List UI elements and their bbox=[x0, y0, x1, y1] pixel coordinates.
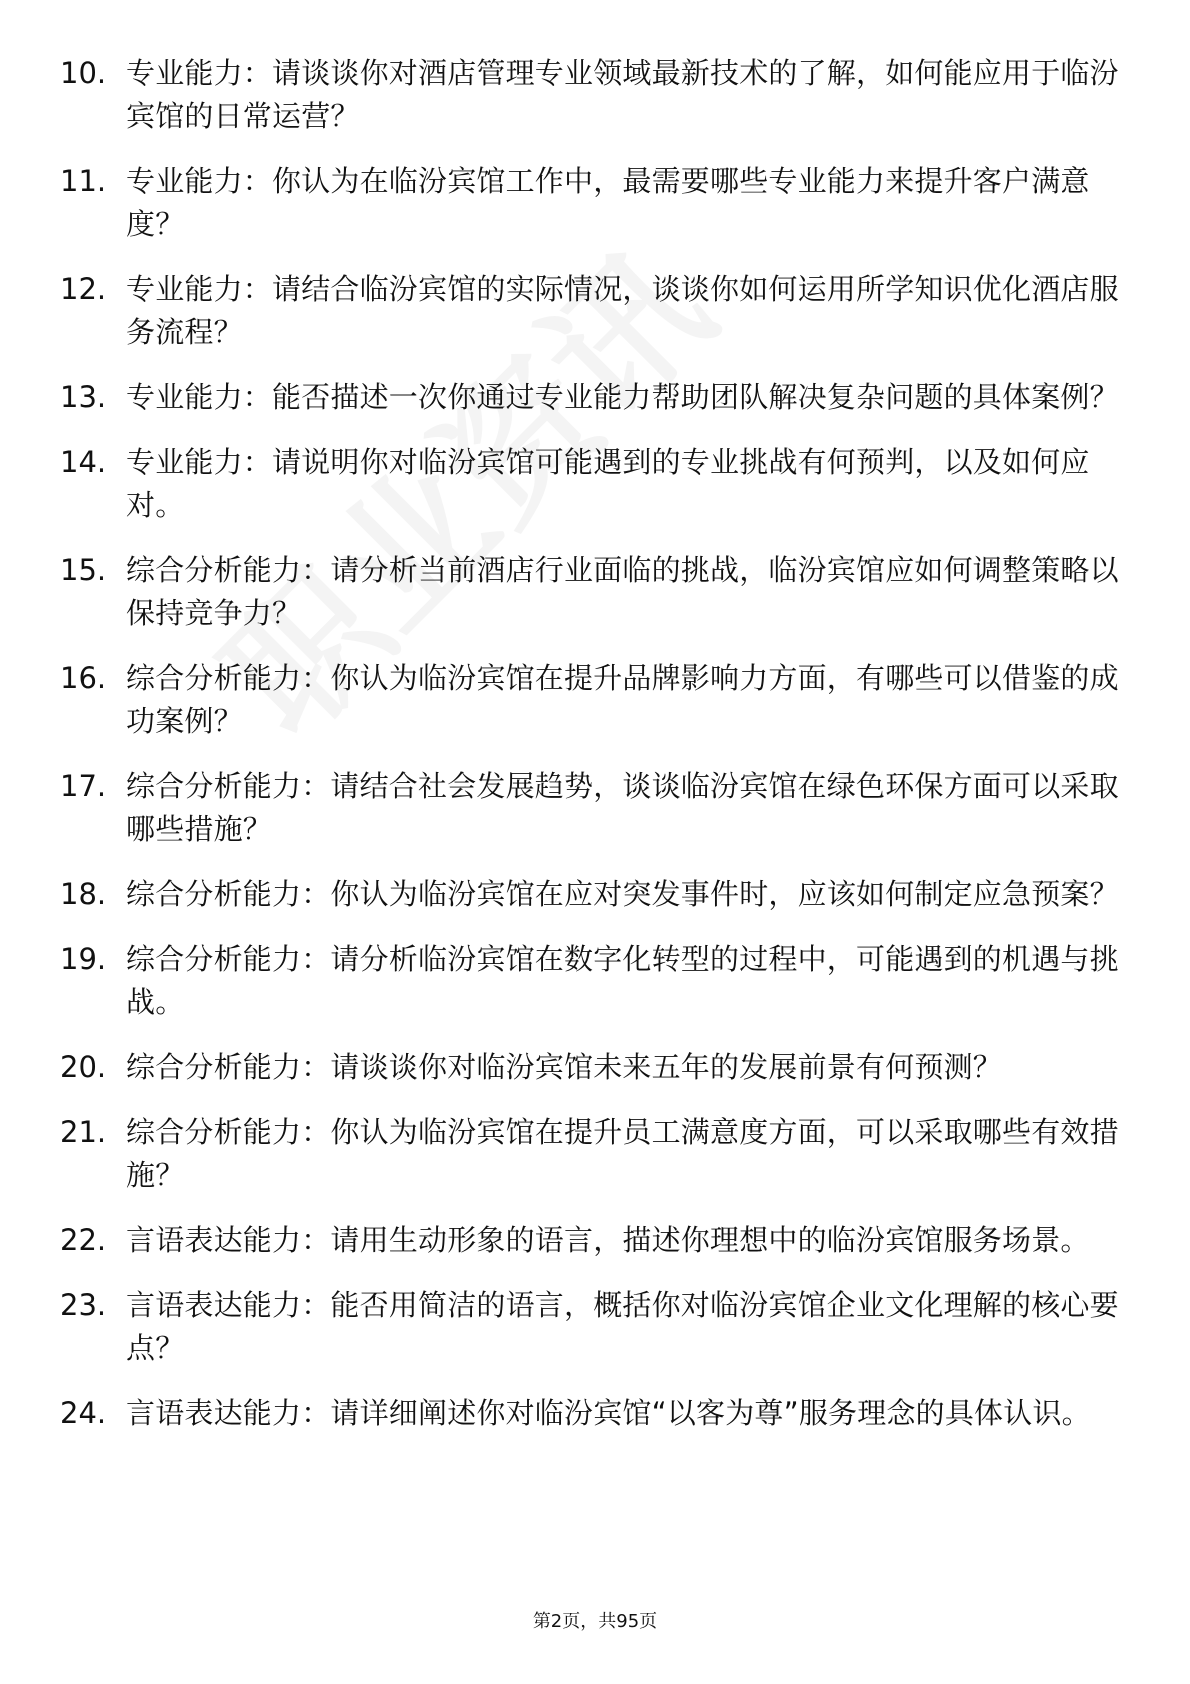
question-list bbox=[60, 52, 1120, 1457]
list-item bbox=[60, 376, 1120, 419]
item-text: 专业能力：请说明你对临汾宾馆可能遇到的专业挑战有何预判，以及如何应对。 bbox=[126, 445, 1090, 522]
item-number: 15. bbox=[60, 553, 107, 587]
item-number: 13. bbox=[60, 380, 107, 414]
list-item bbox=[60, 268, 1120, 354]
list-item bbox=[60, 938, 1120, 1024]
item-text: 专业能力：能否描述一次你通过专业能力帮助团队解决复杂问题的具体案例？ bbox=[126, 380, 1119, 414]
item-number: 11. bbox=[60, 164, 107, 198]
item-number: 20. bbox=[60, 1050, 107, 1084]
list-item bbox=[60, 441, 1120, 527]
item-number: 22. bbox=[60, 1223, 107, 1257]
item-text: 综合分析能力：你认为临汾宾馆在应对突发事件时，应该如何制定应急预案？ bbox=[126, 877, 1119, 911]
item-text: 言语表达能力：能否用简洁的语言，概括你对临汾宾馆企业文化理解的核心要点？ bbox=[126, 1288, 1119, 1365]
item-text: 综合分析能力：请分析临汾宾馆在数字化转型的过程中，可能遇到的机遇与挑战。 bbox=[126, 942, 1119, 1019]
item-text: 言语表达能力：请详细阐述你对临汾宾馆“以客为尊”服务理念的具体认识。 bbox=[126, 1396, 1091, 1430]
page-footer: 第2页，共95页 bbox=[532, 1611, 658, 1632]
item-text: 综合分析能力：请谈谈你对临汾宾馆未来五年的发展前景有何预测？ bbox=[126, 1050, 1003, 1084]
item-number: 17. bbox=[60, 769, 107, 803]
list-item bbox=[60, 1284, 1120, 1370]
item-number: 23. bbox=[60, 1288, 107, 1322]
item-text: 专业能力：请谈谈你对酒店管理专业领域最新技术的了解，如何能应用于临汾宾馆的日常运营？ bbox=[126, 56, 1119, 133]
list-item bbox=[60, 52, 1120, 138]
item-text: 言语表达能力：请用生动形象的语言，描述你理想中的临汾宾馆服务场景。 bbox=[126, 1223, 1090, 1257]
list-item bbox=[60, 549, 1120, 635]
item-text: 综合分析能力：请分析当前酒店行业面临的挑战，临汾宾馆应如何调整策略以保持竞争力？ bbox=[126, 553, 1119, 630]
item-text: 综合分析能力：你认为临汾宾馆在提升员工满意度方面，可以采取哪些有效措施？ bbox=[126, 1115, 1119, 1192]
list-item bbox=[60, 1219, 1120, 1262]
list-item bbox=[60, 765, 1120, 851]
list-item bbox=[60, 1111, 1120, 1197]
item-number: 14. bbox=[60, 445, 107, 479]
list-item bbox=[60, 657, 1120, 743]
list-item bbox=[60, 160, 1120, 246]
item-number: 12. bbox=[60, 272, 107, 306]
item-text: 综合分析能力：请结合社会发展趋势，谈谈临汾宾馆在绿色环保方面可以采取哪些措施？ bbox=[126, 769, 1119, 846]
item-text: 综合分析能力：你认为临汾宾馆在提升品牌影响力方面，有哪些可以借鉴的成功案例？ bbox=[126, 661, 1119, 738]
item-number: 10. bbox=[60, 56, 107, 90]
item-number: 18. bbox=[60, 877, 107, 911]
item-number: 19. bbox=[60, 942, 107, 976]
item-text: 专业能力：你认为在临汾宾馆工作中，最需要哪些专业能力来提升客户满意度？ bbox=[126, 164, 1090, 241]
list-item bbox=[60, 873, 1120, 916]
item-text: 专业能力：请结合临汾宾馆的实际情况，谈谈你如何运用所学知识优化酒店服务流程？ bbox=[126, 272, 1119, 349]
item-number: 21. bbox=[60, 1115, 107, 1149]
list-item bbox=[60, 1046, 1120, 1089]
item-number: 24. bbox=[60, 1396, 107, 1430]
item-number: 16. bbox=[60, 661, 107, 695]
list-item bbox=[60, 1392, 1120, 1435]
